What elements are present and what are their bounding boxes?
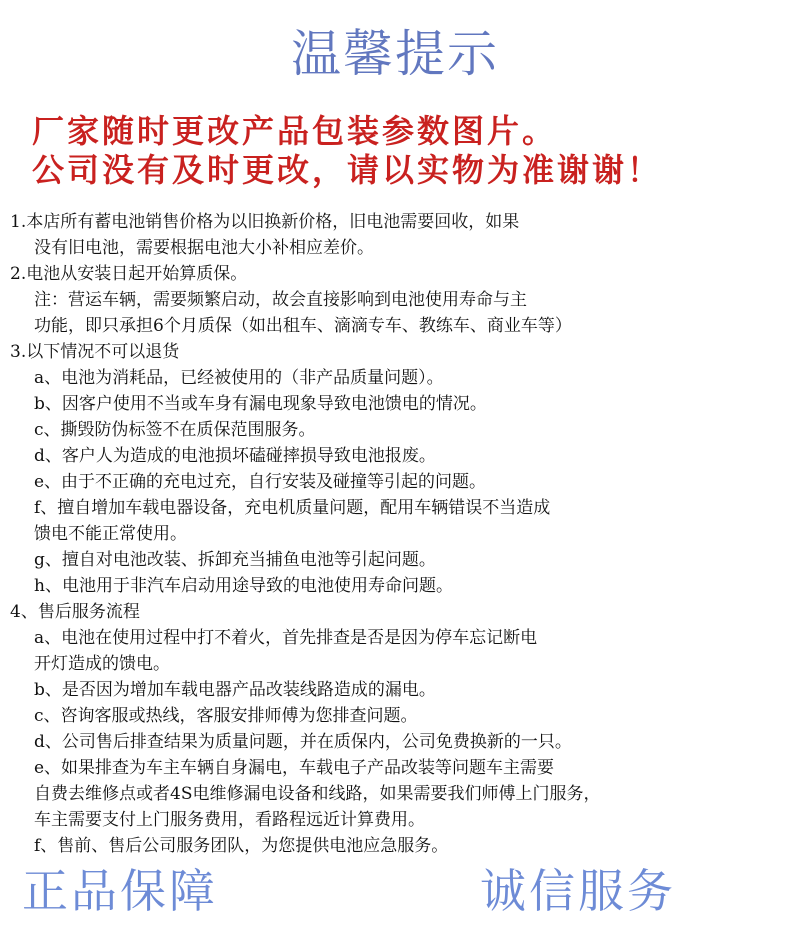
notice-line: 2.电池从安装日起开始算质保。: [10, 264, 248, 284]
notice-line: 自费去维修点或者4S电维修漏电设备和线路，如果需要我们师傅上门服务，: [34, 784, 601, 804]
warning-line-2: 公司没有及时更改，请以实物为准谢谢！: [32, 151, 663, 189]
page-title: 温馨提示: [291, 25, 499, 83]
notice-line: 4、售后服务流程: [10, 602, 140, 622]
notice-line: h、电池用于非汽车启动用途导致的电池使用寿命问题。: [34, 576, 453, 596]
notice-line: 1.本店所有蓄电池销售价格为以旧换新价格，旧电池需要回收，如果: [10, 212, 520, 232]
notice-line: d、客户人为造成的电池损坏磕碰摔损导致电池报废。: [34, 446, 436, 466]
notice-line: 功能，即只承担6个月质保（如出租车、滴滴专车、教练车、商业车等）: [34, 316, 572, 336]
notice-line: 馈电不能正常使用。: [34, 524, 187, 544]
warning-line-1: 厂家随时更改产品包装参数图片。: [32, 112, 558, 150]
notice-line: g、擅自对电池改装、拆卸充当捕鱼电池等引起问题。: [34, 550, 436, 570]
notice-line: e、由于不正确的充电过充，自行安装及碰撞等引起的问题。: [34, 472, 487, 492]
notice-line: f、售前、售后公司服务团队，为您提供电池应急服务。: [34, 836, 449, 856]
notice-line: 注：营运车辆，需要频繁启动，故会直接影响到电池使用寿命与主: [34, 290, 527, 310]
notice-line: c、咨询客服或热线，客服安排师傅为您排查问题。: [34, 706, 418, 726]
notice-body: [10, 209, 785, 859]
notice-line: b、因客户使用不当或车身有漏电现象导致电池馈电的情况。: [34, 394, 487, 414]
notice-line: f、擅自增加车载电器设备，充电机质量问题，配用车辆错误不当造成: [34, 498, 551, 518]
notice-line: 车主需要支付上门服务费用，看路程远近计算费用。: [34, 810, 425, 830]
notice-line: d、公司售后排查结果为质量问题，并在质保内，公司免费换新的一只。: [34, 732, 572, 752]
footer-right-slogan: 诚信服务: [480, 864, 676, 918]
notice-line: b、是否因为增加车载电器产品改装线路造成的漏电。: [34, 680, 436, 700]
notice-line: e、如果排查为车主车辆自身漏电，车载电子产品改装等问题车主需要: [34, 758, 555, 778]
notice-line: 开灯造成的馈电。: [34, 654, 170, 674]
notice-line: a、电池在使用过程中打不着火，首先排查是否是因为停车忘记断电: [34, 628, 538, 648]
notice-line: a、电池为消耗品，已经被使用的（非产品质量问题）。: [34, 368, 444, 388]
notice-line: c、撕毁防伪标签不在质保范围服务。: [34, 420, 316, 440]
notice-line: 没有旧电池，需要根据电池大小补相应差价。: [34, 238, 374, 258]
footer-left-slogan: 正品保障: [22, 864, 218, 918]
notice-line: 3.以下情况不可以退货: [10, 342, 180, 362]
